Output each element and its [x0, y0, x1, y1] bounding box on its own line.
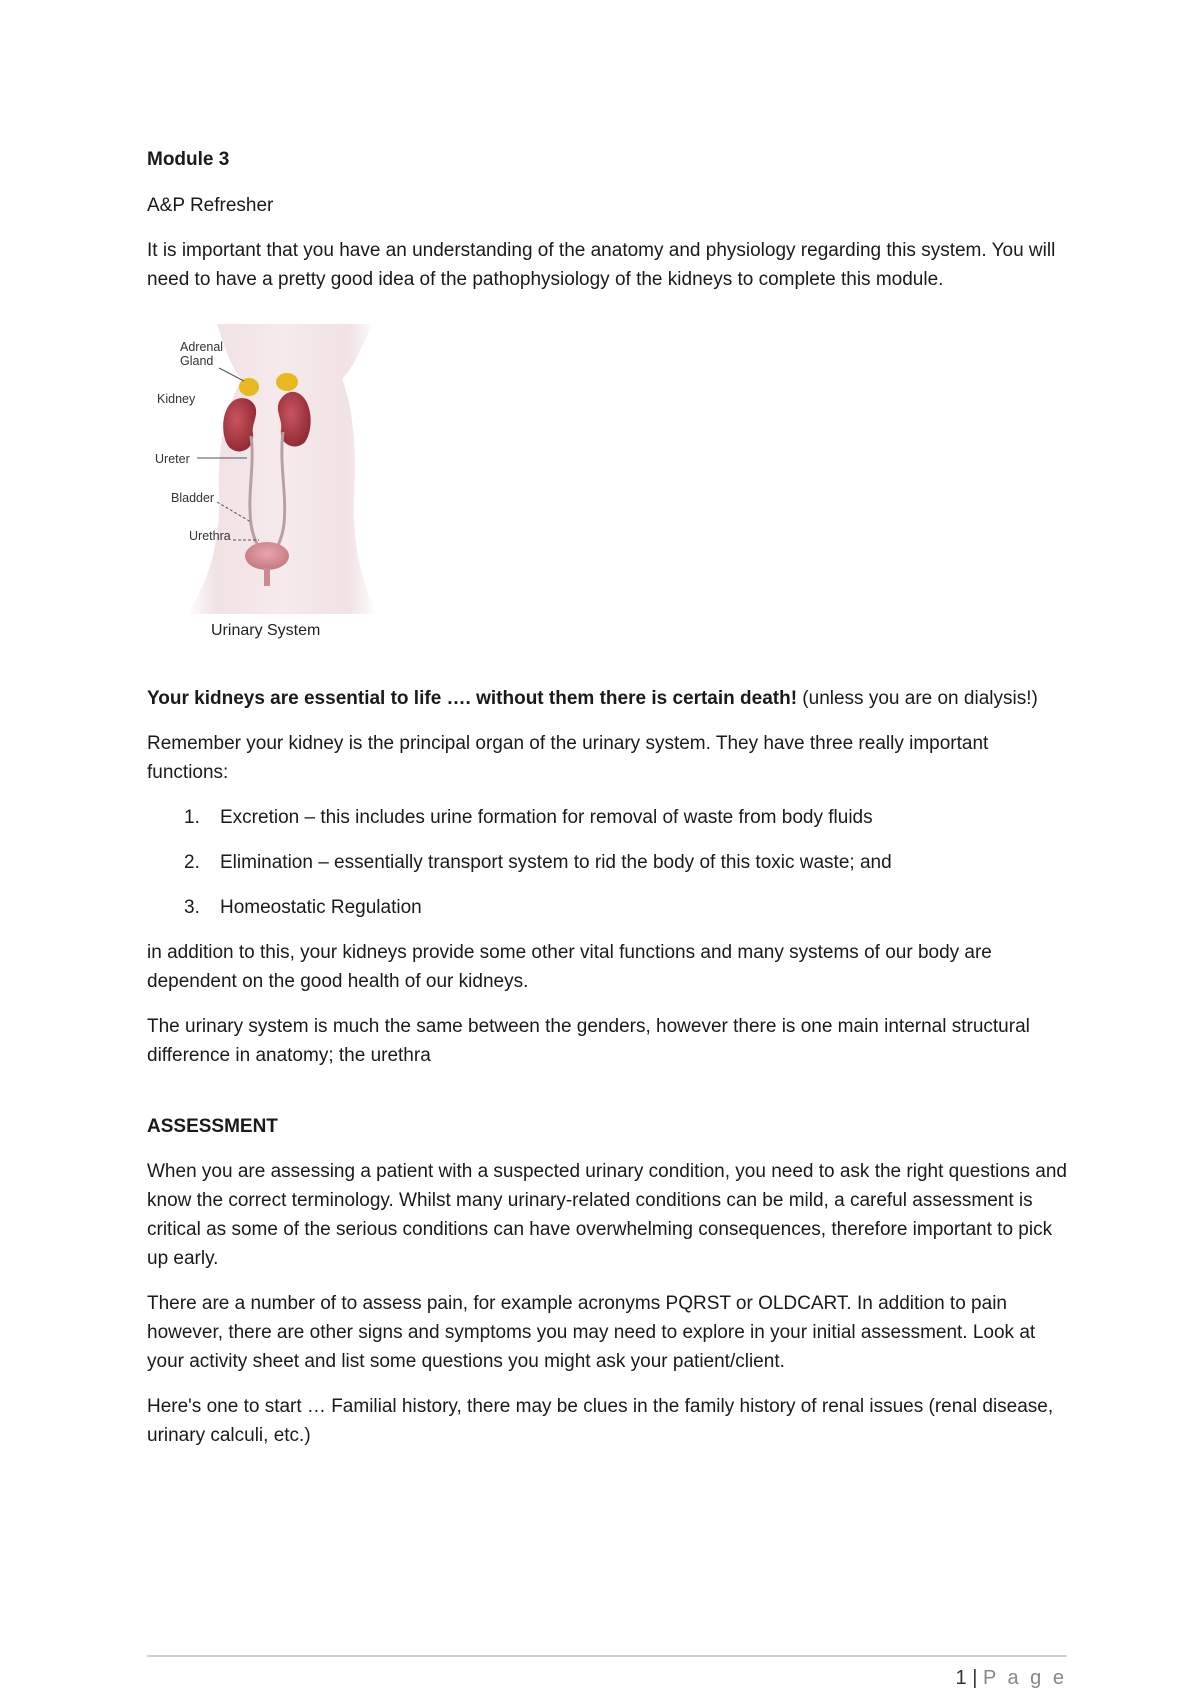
- list-item: [147, 848, 1067, 877]
- assessment-paragraph-1: When you are assessing a patient with a suspected urinary condition, you need to ask the right questions and know the correct terminology. Whilst many urinary-related conditions can be mild, a careful assessment is critical as some of the serious conditions can have overwhelming consequences, therefore important to pick up early.: [147, 1161, 1067, 1269]
- intro-paragraph: It is important that you have an understanding of the anatomy and physiology regarding this system. You will need to have a pretty good idea of the pathophysiology of the kidneys to complete this module.: [147, 240, 1056, 290]
- assessment-paragraph-2: There are a number of to assess pain, for example acronyms PQRST or OLDCART. In addition to pain however, there are other signs and symptoms you may need to explore in your initial assessment. Look at your activity sheet and list some questions you might ask your patient/client.: [147, 1293, 1036, 1372]
- page-footer: [147, 1655, 1067, 1690]
- bladder-shape: [245, 542, 289, 570]
- urinary-system-figure: [147, 324, 407, 654]
- list-item-text: Elimination – essentially transport system to rid the body of this toxic waste; and: [220, 852, 892, 873]
- figure-caption: Urinary System: [211, 622, 321, 639]
- assessment-paragraph-3: Here's one to start … Familial history, there may be clues in the family history of renal issues (renal disease, urinary calculi, etc.): [147, 1396, 1054, 1446]
- label-kidney: Kidney: [157, 392, 196, 406]
- adrenal-gland-left: [239, 378, 259, 396]
- label-adrenal-gland: Adrenal Gland: [180, 340, 224, 368]
- page-label: P a g e: [982, 1667, 1067, 1689]
- list-item-number: 3.: [184, 897, 200, 918]
- label-urethra: Urethra: [189, 529, 231, 543]
- list-item: [147, 893, 1067, 922]
- functions-intro: Remember your kidney is the principal organ of the urinary system. They have three really important functions:: [147, 733, 989, 783]
- genders-paragraph: The urinary system is much the same between the genders, however there is one main internal structural difference in anatomy; the urethra: [147, 1016, 1030, 1066]
- addition-paragraph: in addition to this, your kidneys provide some other vital functions and many systems of our body are dependent on the good health of our kidneys.: [147, 942, 992, 992]
- label-ureter: Ureter: [155, 452, 190, 466]
- adrenal-gland-right: [276, 373, 298, 391]
- module-title: Module 3: [147, 149, 230, 170]
- label-bladder: Bladder: [171, 491, 215, 505]
- assessment-heading: ASSESSMENT: [147, 1116, 278, 1137]
- functions-list: [147, 803, 1067, 922]
- list-item-number: 1.: [184, 807, 200, 828]
- list-item-text: Homeostatic Regulation: [220, 897, 422, 918]
- list-item: [147, 803, 1067, 832]
- module-subtitle: A&P Refresher: [147, 195, 274, 216]
- essential-rest-text: (unless you are on dialysis!): [797, 688, 1038, 709]
- essential-bold-text: Your kidneys are essential to life …. without them there is certain death!: [147, 688, 798, 709]
- list-item-number: 2.: [184, 852, 200, 873]
- urethra-shape: [264, 568, 270, 586]
- list-item-text: Excretion – this includes urine formation for removal of waste from body fluids: [220, 807, 873, 828]
- page-separator: |: [972, 1667, 978, 1689]
- page-content: [147, 145, 1067, 1466]
- page-number: 1: [955, 1667, 967, 1689]
- essential-paragraph: [147, 684, 1067, 713]
